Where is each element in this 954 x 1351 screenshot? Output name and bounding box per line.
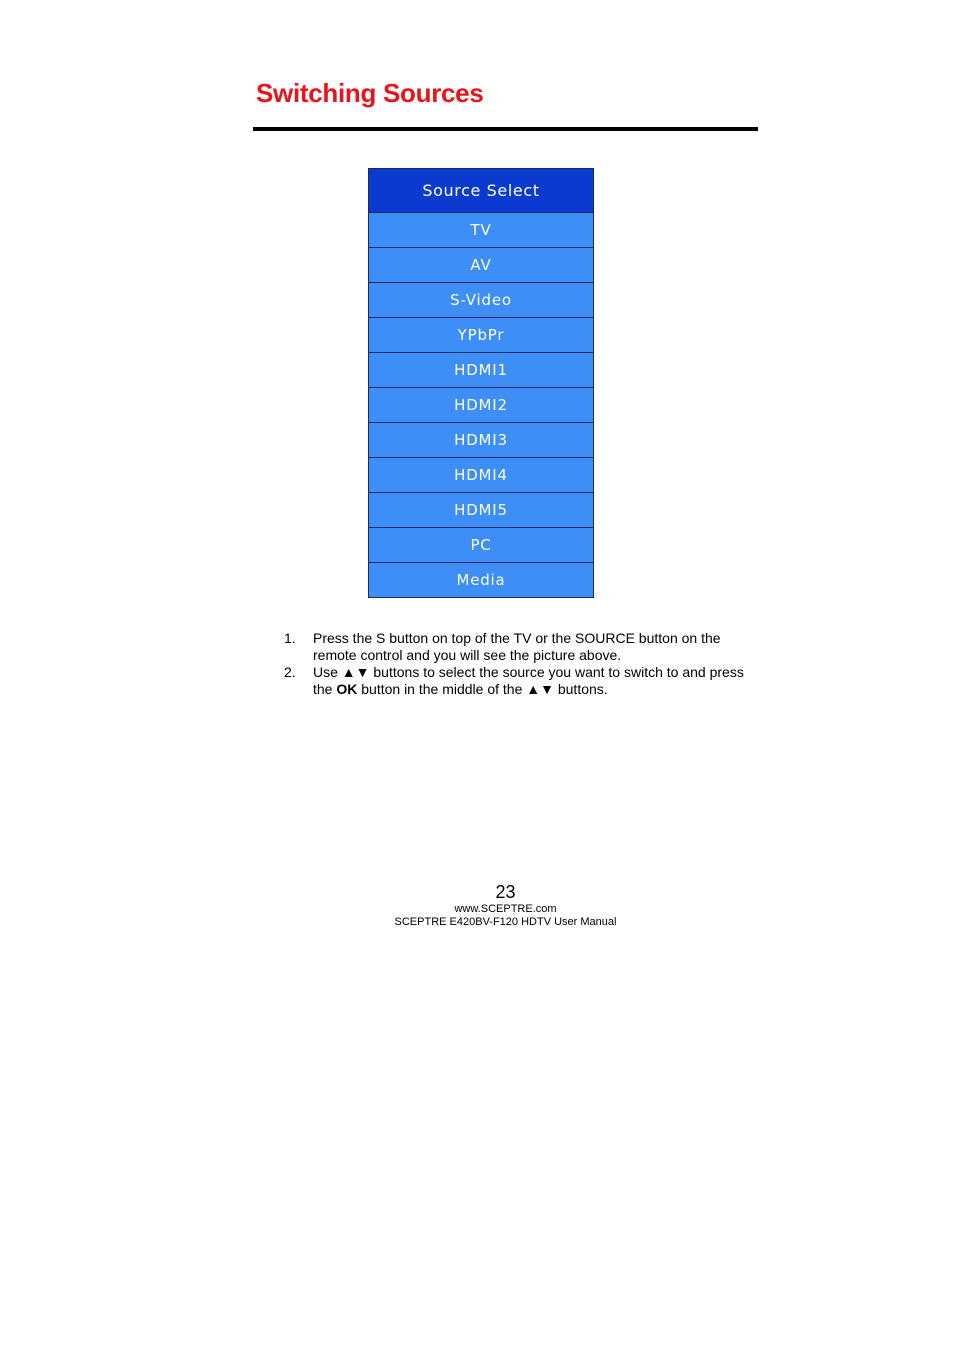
source-item-pc[interactable]: PC (369, 528, 593, 563)
title-divider (253, 127, 758, 131)
page-title: Switching Sources (256, 78, 484, 108)
instruction-step (284, 664, 754, 698)
ok-button-name: OK (336, 681, 358, 697)
website-url: www.SCEPTRE.com (454, 903, 557, 915)
source-list (369, 213, 593, 597)
step-number: 2. (284, 664, 296, 680)
page-number: 23 (495, 882, 516, 902)
source-item-s-video[interactable]: S-Video (369, 283, 593, 318)
source-item-hdmi1[interactable]: HDMI1 (369, 353, 593, 388)
source-item-hdmi3[interactable]: HDMI3 (369, 423, 593, 458)
source-item-tv[interactable]: TV (369, 213, 593, 248)
step-number: 1. (284, 630, 296, 646)
source-item-ypbpr[interactable]: YPbPr (369, 318, 593, 353)
source-item-hdmi4[interactable]: HDMI4 (369, 458, 593, 493)
source-item-av[interactable]: AV (369, 248, 593, 283)
source-select-header: Source Select (369, 169, 593, 213)
source-item-hdmi5[interactable]: HDMI5 (369, 493, 593, 528)
instruction-step (284, 630, 754, 664)
manual-name: SCEPTRE E420BV-F120 HDTV User Manual (394, 916, 617, 928)
source-select-menu (368, 168, 594, 598)
step-text-continued: button in the middle of the ▲▼ buttons. (357, 681, 608, 697)
step-text: Use ▲▼ buttons to select the source you want to switch to and press the (313, 664, 744, 697)
source-item-hdmi2[interactable]: HDMI2 (369, 388, 593, 423)
source-item-media[interactable]: Media (369, 563, 593, 597)
instruction-list (284, 630, 754, 698)
step-text: Press the S button on top of the TV or the SOURCE button on the remote control and you will see the picture above. (313, 630, 721, 663)
